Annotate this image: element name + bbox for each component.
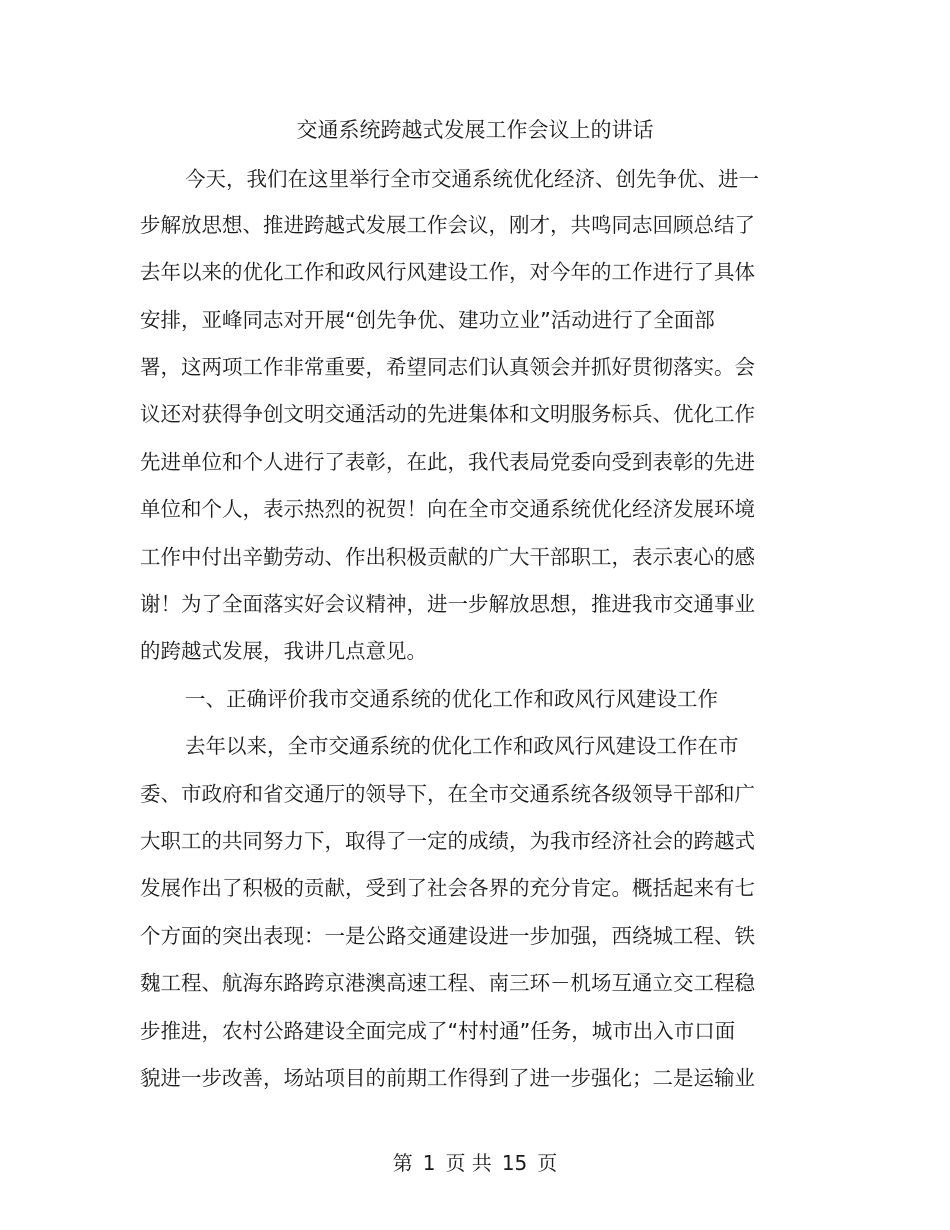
body-line: 谢！为了全面落实好会议精神，进一步解放思想，推进我市交通事业 — [140, 592, 755, 616]
body-line: 委、市政府和省交通厅的领导下，在全市交通系统各级领导干部和广 — [140, 782, 755, 806]
page-number: 1 — [422, 1151, 436, 1175]
page-label-prefix: 第 — [392, 1151, 413, 1175]
body-line: 魏工程、航海东路跨京港澳高速工程、南三环－机场互通立交工程稳 — [140, 971, 755, 995]
body-line: 步解放思想、推进跨越式发展工作会议，刚才，共鸣同志回顾总结了 — [140, 213, 755, 237]
body-line: 去年以来，全市交通系统的优化工作和政风行风建设工作在市 — [185, 734, 739, 758]
document-title: 交通系统跨越式发展工作会议上的讲话 — [296, 118, 654, 142]
body-line: 发展作出了积极的贡献，受到了社会各界的充分肯定。概括起来有七 — [140, 876, 755, 900]
body-line: 去年以来的优化工作和政风行风建设工作，对今年的工作进行了具体 — [140, 260, 755, 284]
body-line: 今天，我们在这里举行全市交通系统优化经济、创先争优、进一 — [185, 167, 759, 191]
body-line: 工作中付出辛勤劳动、作出积极贡献的广大干部职工，表示衷心的感 — [140, 545, 755, 569]
body-line: 议还对获得争创文明交通活动的先进集体和文明服务标兵、优化工作 — [140, 402, 755, 426]
body-line: 署，这两项工作非常重要，希望同志们认真领会并抓好贯彻落实。会 — [140, 355, 755, 379]
body-line: 个方面的突出表现：一是公路交通建设进一步加强，西绕城工程、铁 — [140, 924, 755, 948]
body-line: 单位和个人，表示热烈的祝贺！向在全市交通系统优化经济发展环境 — [140, 497, 755, 521]
body-line: 大职工的共同努力下，取得了一定的成绩，为我市经济社会的跨越式 — [140, 829, 755, 853]
body-line: 先进单位和个人进行了表彰，在此，我代表局党委向受到表彰的先进 — [140, 450, 755, 474]
body-line: 安排，亚峰同志对开展“创先争优、建功立业”活动进行了全面部 — [140, 308, 715, 332]
total-pages: 15 — [501, 1151, 528, 1175]
body-line: 步推进，农村公路建设全面完成了“村村通”任务，城市出入市口面 — [140, 1019, 736, 1043]
body-line: 貌进一步改善，场站项目的前期工作得到了进一步强化；二是运输业 — [140, 1066, 755, 1090]
body-line: 的跨越式发展，我讲几点意见。 — [140, 639, 427, 663]
page-label-suffix: 页 — [537, 1151, 558, 1175]
page-label-mid: 页 共 — [445, 1151, 492, 1175]
page-footer — [0, 1148, 950, 1178]
section-heading: 一、正确评价我市交通系统的优化工作和政风行风建设工作 — [185, 687, 718, 711]
